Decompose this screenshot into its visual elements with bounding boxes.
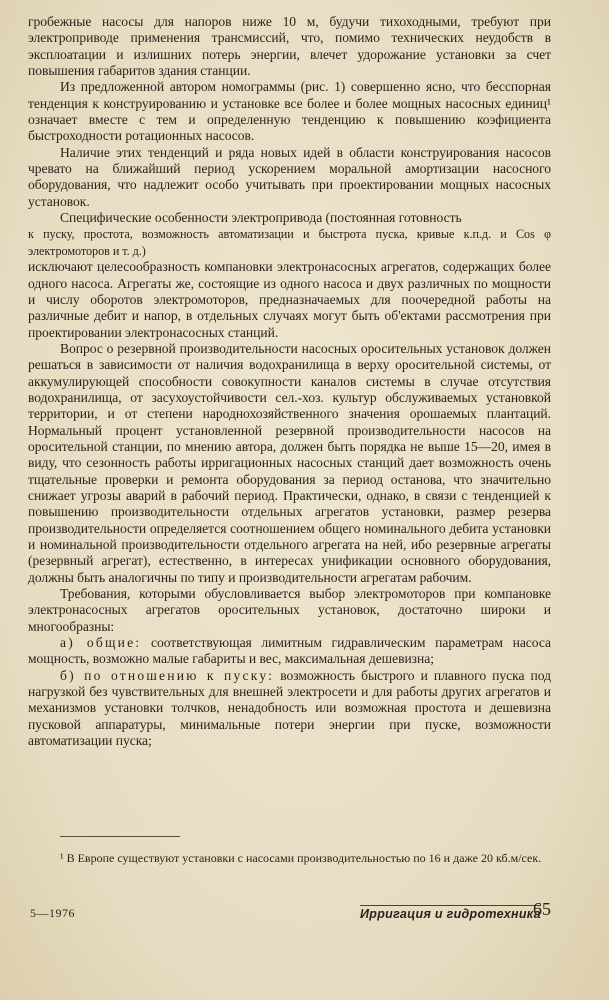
journal-title: Ирригация и гидротехника <box>360 907 541 921</box>
list-item-text: соответствующая лимитным гидравлическим параметрам насоса мощность, возможно малые габариты и вес, максимальная дешевизна; <box>28 635 552 667</box>
body-text <box>28 14 551 749</box>
paragraph: исключают целесообразность компановки электронасосных агрегатов, содержащих более одного насоса. Агрегаты же, состоящие из одного насоса и двух различных по мощности и числу оборотов электромоторов, предназначаемых для поочередной работы на различные дебит и напор, в отдельных случаях могут быть об'ектами рассмотрения при проектировании электронасосных станций. <box>28 259 551 340</box>
paragraph-small-print: к пуску, простота, возможность автоматизации и быстрота пуска, кривые к.п.д. и Cos φ электромоторов и т. д.) <box>28 227 551 258</box>
paragraph: Специфические особенности электропривода (постоянная готовность <box>60 210 462 226</box>
footer-code: 5—1976 <box>30 906 75 920</box>
list-item <box>28 668 551 750</box>
paragraph: Из предложенной автором номограммы (рис. 1) совершенно ясно, что бесспорная тенденция к конструированию и установке все более и более мощных насосных единиц¹ означает вместе с тем и определенную тенденцию к повышению коэфициента быстроходности ротационных насосов. <box>28 79 551 144</box>
page-number: 65 <box>533 899 551 919</box>
paragraph: Вопрос о резервной производительности насосных оросительных установок должен решаться в зависимости от наличия водохранилища в верху оросительной системы, от аккумулирующей способности совокупности каналов системы в случае отсутствия водохранилища, от засухоустойчивости сел.-хоз. культур обслуживаемых установкой территории, и от степени народнохозяйственного значения орошаемых плантаций. Нормальный процент установленной резервной производительности насосов на оросительной станции, по мнению автора, должен быть порядка не выше 15—20, имея в виду, что сезонность работы ирригационных насосных станций дает возможность очень тщательные проверки и ремонта оборудования за период останова, что значительно снижает угрозы аварий в рабочий период. Практически, однако, в связи с тенденцией к повышению производительности отдельных агрегатов установки, размер резерва производительности определяется соотношением общего номинального дебита установки и номинальной производительности отдельного агрегата на ней, ибо резервные агрегаты (резервный агрегат), естественно, в интересах унификации основного оборудования, должны быть аналогичны по типу и производительности агрегатам рабочим. <box>28 340 551 585</box>
list-item-text: возможность быстрого и плавного пуска под нагрузкой без чувствительных для внешней электросети и для работы других агрегатов и механизмов установки толчков, ненадобность или возможная простота и дешевизна пусковой аппаратуры, минимальные потери энергии при пуске, возможности автоматизации пуска; <box>28 667 551 749</box>
footnote: ¹ В Европе существуют установки с насосами производительностью по 16 и даже 20 кб.м/сек. <box>60 851 542 865</box>
list-item-label: а) общие: <box>60 635 142 651</box>
list-item-label: б) по отношению к пуску: <box>60 667 275 683</box>
paragraph: гробежные насосы для напоров ниже 10 м, будучи тихоходными, требуют при электроприводе применения трансмиссий, что, помимо технических неудобств в эксплоатации и излишних потерь энергии, влечет удорожание установки за счет повышения габаритов здания станции. <box>28 14 551 79</box>
footnote-divider <box>60 836 180 837</box>
paragraph: Наличие этих тенденций и ряда новых идей в области конструирования насосов чревато на ближайший период ускорением моральной амортизации насосного оборудования, что надлежит особо учитывать при проектировании мощных насосных установок. <box>28 144 551 209</box>
list-item <box>28 635 551 668</box>
paragraph: Требования, которыми обусловливается выбор электромоторов при компановке электронасосных агрегатов оросительных установок, достаточно широки и многообразны: <box>28 586 551 634</box>
